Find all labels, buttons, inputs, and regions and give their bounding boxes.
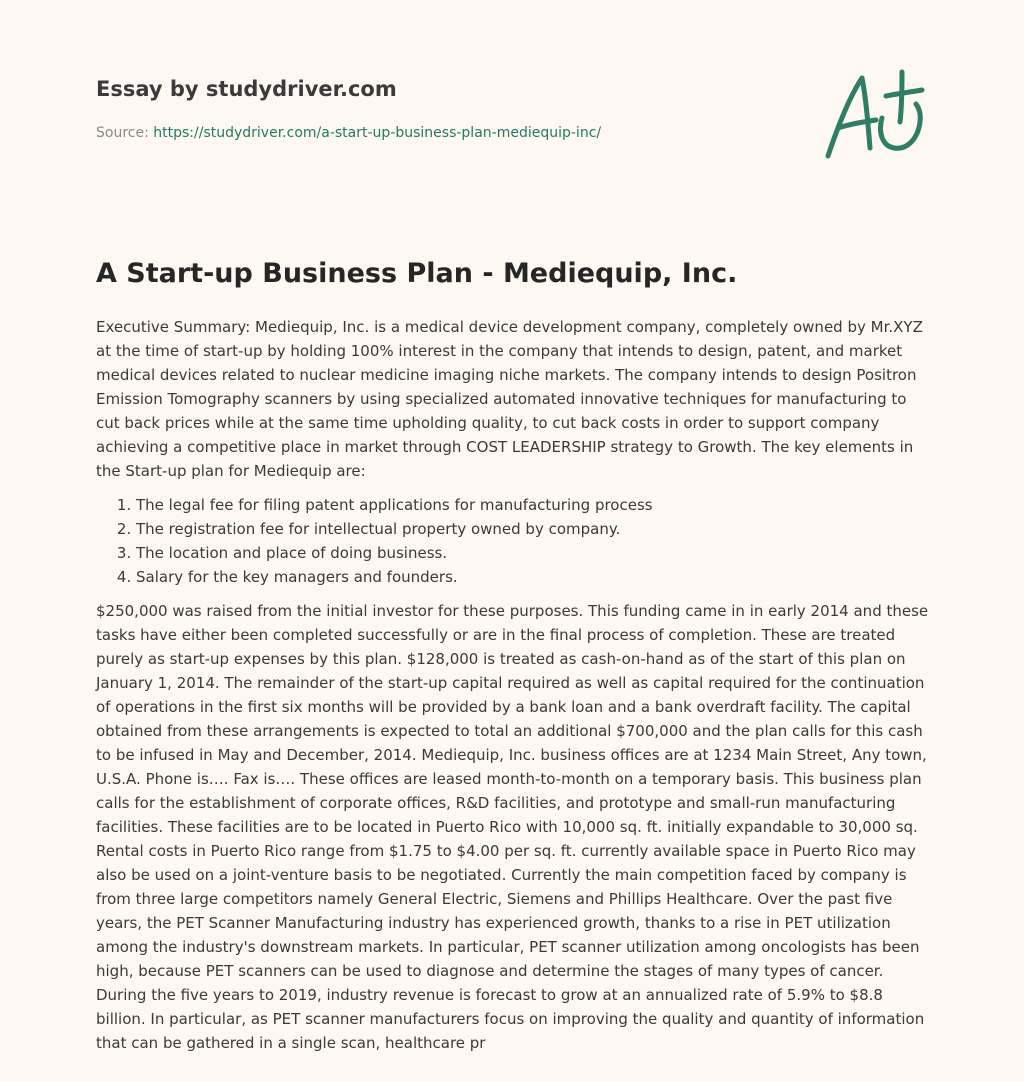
intro-paragraph: Executive Summary: Mediequip, Inc. is a medical device development company, completely owned by Mr.XYZ at the time of start-up by holding 100% interest in the company that intends to design, patent, and market medical devices related to nuclear medicine imaging niche markets. The company intends to design Positron Emission Tomography scanners by using specialized automated innovative techniques for manufacturing to cut back prices while at the same time upholding quality, to cut back costs in order to support company achieving a competitive place in market through COST LEADERSHIP strategy to Growth. The key elements in the Start-up plan for Mediequip are:: [96, 318, 923, 480]
body-paragraph: $250,000 was raised from the initial investor for these purposes. This funding came in in early 2014 and these tasks have either been completed successfully or are in the final process of completion. These are treated purely as start-up expenses by this plan. $128,000 is treated as cash-on-hand as of the start of this plan on January 1, 2014. The remainder of the start-up capital required as well as capital required for the continuation of operations in the first six months will be provided by a bank loan and a bank overdraft facility. The capital obtained from these arrangements is expected to total an additional $700,000 and the plan calls for this cash to be infused in May and December, 2014. Mediequip, Inc. business offices are at 1234 Main Street, Any town, U.S.A. Phone is…. Fax is…. These offices are leased month-to-month on a temporary basis. This business plan calls for the establishment of corporate offices, R&D facilities, and prototype and small-run manufacturing facilities. These facilities are to be located in Puerto Rico with 10,000 sq. ft. initially expandable to 30,000 sq. Rental costs in Puerto Rico range from $1.75 to $4.00 per sq. ft. currently available space in Puerto Rico may also be used on a joint-venture basis to be negotiated. Currently the main competition faced by company is from three large competitors namely General Electric, Siemens and Phillips Healthcare. Over the past five years, the PET Scanner Manufacturing industry has experienced growth, thanks to a rise in PET utilization among the industry's downstream markets. In particular, PET scanner utilization among oncologists has been high, because PET scanners can be used to diagnose and determine the stages of many types of cancer. During the five years to 2019, industry revenue is forecast to grow at an annualized rate of 5.9% to $8.8 billion. In particular, as PET scanner manufacturers focus on improving the quality and quantity of information that can be gathered in a single scan, healthcare pr: [96, 602, 929, 1052]
source-link[interactable]: https://studydriver.com/a-start-up-business-plan-mediequip-inc/: [153, 125, 602, 141]
source-label: Source:: [96, 125, 149, 141]
source-line: [96, 123, 796, 143]
site-brand: Essay by studydriver.com: [96, 77, 397, 101]
article-title: A Start-up Business Plan - Mediequip, Inc.: [96, 258, 738, 289]
key-elements-list: [96, 493, 932, 589]
article-body: [96, 315, 932, 1055]
list-item: 3. The location and place of doing business.: [136, 541, 932, 565]
a-plus-logo-icon: [816, 66, 934, 170]
list-item: 2. The registration fee for intellectual property owned by company.: [136, 517, 932, 541]
list-item: 4. Salary for the key managers and founders.: [136, 565, 932, 589]
page-header: [96, 72, 796, 143]
list-item: 1. The legal fee for filing patent applications for manufacturing process: [136, 493, 932, 517]
